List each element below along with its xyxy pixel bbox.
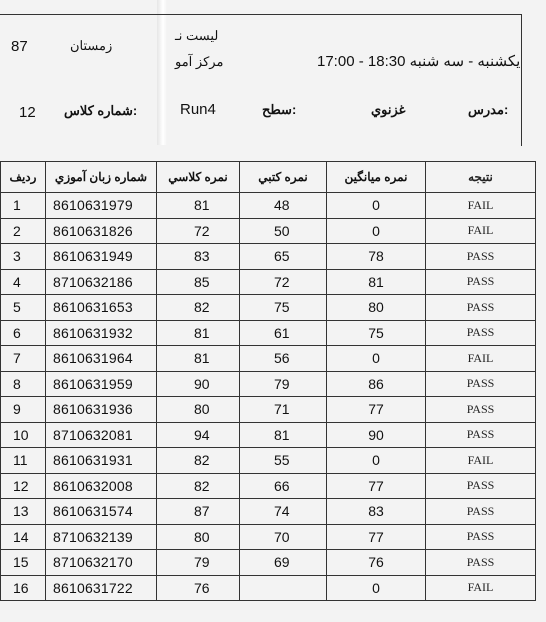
- cell-class-score: 76: [157, 575, 240, 601]
- cell-result: PASS: [426, 371, 536, 397]
- cell-result: PASS: [426, 422, 536, 448]
- cell-result: PASS: [426, 499, 536, 525]
- class-schedule: یکشنبه - سه شنبه 18:30 - 17:00: [317, 53, 521, 70]
- document-title: لیست نـ: [175, 28, 219, 43]
- cell-row-number: 13: [1, 499, 46, 525]
- cell-written-score: 56: [240, 346, 327, 372]
- cell-class-score: 85: [157, 269, 240, 295]
- header-row-number: رديف: [1, 162, 46, 193]
- cell-average-score: 77: [327, 397, 426, 423]
- level-value: Run4: [180, 101, 216, 118]
- table-row: [1, 269, 536, 295]
- header-result: نتيجه: [426, 162, 536, 193]
- header-average-score: نمره ميانگين: [327, 162, 426, 193]
- cell-result: PASS: [426, 397, 536, 423]
- cell-row-number: 4: [1, 269, 46, 295]
- cell-row-number: 14: [1, 524, 46, 550]
- cell-class-score: 82: [157, 473, 240, 499]
- cell-class-score: 87: [157, 499, 240, 525]
- cell-row-number: 11: [1, 448, 46, 474]
- class-number-label: شماره كلاس:: [64, 103, 138, 118]
- table-row: [1, 397, 536, 423]
- cell-result: PASS: [426, 524, 536, 550]
- cell-student-id: 8610631931: [46, 448, 157, 474]
- table-row: [1, 473, 536, 499]
- cell-written-score: [240, 575, 327, 601]
- cell-class-score: 81: [157, 346, 240, 372]
- cell-row-number: 5: [1, 295, 46, 321]
- cell-average-score: 0: [327, 193, 426, 219]
- cell-average-score: 77: [327, 524, 426, 550]
- cell-student-id: 8610631826: [46, 218, 157, 244]
- cell-student-id: 8610632008: [46, 473, 157, 499]
- cell-result: PASS: [426, 550, 536, 576]
- table-row: [1, 448, 536, 474]
- cell-average-score: 77: [327, 473, 426, 499]
- term-year: 87: [11, 38, 28, 55]
- cell-row-number: 1: [1, 193, 46, 219]
- cell-row-number: 15: [1, 550, 46, 576]
- table-row: [1, 422, 536, 448]
- cell-class-score: 83: [157, 244, 240, 270]
- cell-result: PASS: [426, 244, 536, 270]
- table-row: [1, 575, 536, 601]
- cell-class-score: 82: [157, 448, 240, 474]
- table-header-row: [1, 162, 536, 193]
- cell-written-score: 50: [240, 218, 327, 244]
- cell-result: FAIL: [426, 218, 536, 244]
- grades-table: [0, 161, 536, 601]
- header-student-id: شماره زبان آموزي: [46, 162, 157, 193]
- cell-student-id: 8710632170: [46, 550, 157, 576]
- cell-class-score: 80: [157, 524, 240, 550]
- cell-student-id: 8710632081: [46, 422, 157, 448]
- cell-row-number: 10: [1, 422, 46, 448]
- cell-student-id: 8610631574: [46, 499, 157, 525]
- cell-result: FAIL: [426, 193, 536, 219]
- cell-student-id: 8710632186: [46, 269, 157, 295]
- cell-class-score: 79: [157, 550, 240, 576]
- term-season: زمستان: [70, 38, 113, 53]
- cell-average-score: 80: [327, 295, 426, 321]
- cell-student-id: 8610631932: [46, 320, 157, 346]
- cell-result: FAIL: [426, 575, 536, 601]
- cell-average-score: 78: [327, 244, 426, 270]
- cell-row-number: 8: [1, 371, 46, 397]
- cell-row-number: 16: [1, 575, 46, 601]
- cell-row-number: 7: [1, 346, 46, 372]
- cell-result: PASS: [426, 269, 536, 295]
- cell-written-score: 79: [240, 371, 327, 397]
- cell-written-score: 81: [240, 422, 327, 448]
- cell-result: FAIL: [426, 448, 536, 474]
- cell-student-id: 8610631653: [46, 295, 157, 321]
- cell-student-id: 8610631949: [46, 244, 157, 270]
- cell-row-number: 9: [1, 397, 46, 423]
- cell-result: FAIL: [426, 346, 536, 372]
- cell-result: PASS: [426, 320, 536, 346]
- center-name: مرکز آمو: [175, 54, 224, 69]
- cell-average-score: 90: [327, 422, 426, 448]
- cell-written-score: 55: [240, 448, 327, 474]
- cell-class-score: 81: [157, 193, 240, 219]
- cell-written-score: 69: [240, 550, 327, 576]
- cell-average-score: 76: [327, 550, 426, 576]
- header-box: [0, 14, 522, 146]
- table-row: [1, 320, 536, 346]
- teacher-label: مدرس:: [468, 102, 509, 117]
- level-label: سطح:: [262, 102, 297, 117]
- teacher-name: غزنوي: [371, 102, 406, 117]
- header-class-score: نمره كلاسي: [157, 162, 240, 193]
- cell-class-score: 81: [157, 320, 240, 346]
- cell-average-score: 75: [327, 320, 426, 346]
- cell-student-id: 8710632139: [46, 524, 157, 550]
- cell-average-score: 0: [327, 218, 426, 244]
- cell-result: PASS: [426, 473, 536, 499]
- cell-average-score: 0: [327, 346, 426, 372]
- header-written-score: نمره كتبي: [240, 162, 327, 193]
- cell-student-id: 8610631959: [46, 371, 157, 397]
- cell-average-score: 0: [327, 575, 426, 601]
- cell-student-id: 8610631964: [46, 346, 157, 372]
- table-row: [1, 499, 536, 525]
- cell-student-id: 8610631722: [46, 575, 157, 601]
- cell-written-score: 65: [240, 244, 327, 270]
- cell-average-score: 0: [327, 448, 426, 474]
- table-row: [1, 550, 536, 576]
- cell-written-score: 70: [240, 524, 327, 550]
- cell-row-number: 6: [1, 320, 46, 346]
- table-row: [1, 193, 536, 219]
- table-row: [1, 371, 536, 397]
- cell-written-score: 61: [240, 320, 327, 346]
- cell-row-number: 12: [1, 473, 46, 499]
- table-row: [1, 218, 536, 244]
- cell-written-score: 72: [240, 269, 327, 295]
- cell-class-score: 82: [157, 295, 240, 321]
- cell-student-id: 8610631979: [46, 193, 157, 219]
- table-row: [1, 295, 536, 321]
- cell-class-score: 94: [157, 422, 240, 448]
- cell-written-score: 75: [240, 295, 327, 321]
- cell-average-score: 81: [327, 269, 426, 295]
- table-row: [1, 524, 536, 550]
- cell-class-score: 72: [157, 218, 240, 244]
- cell-written-score: 74: [240, 499, 327, 525]
- cell-written-score: 66: [240, 473, 327, 499]
- table-row: [1, 244, 536, 270]
- cell-class-score: 90: [157, 371, 240, 397]
- cell-row-number: 3: [1, 244, 46, 270]
- cell-result: PASS: [426, 295, 536, 321]
- cell-student-id: 8610631936: [46, 397, 157, 423]
- cell-average-score: 83: [327, 499, 426, 525]
- class-number-value: 12: [19, 104, 36, 121]
- cell-average-score: 86: [327, 371, 426, 397]
- cell-row-number: 2: [1, 218, 46, 244]
- cell-written-score: 48: [240, 193, 327, 219]
- cell-written-score: 71: [240, 397, 327, 423]
- table-row: [1, 346, 536, 372]
- cell-class-score: 80: [157, 397, 240, 423]
